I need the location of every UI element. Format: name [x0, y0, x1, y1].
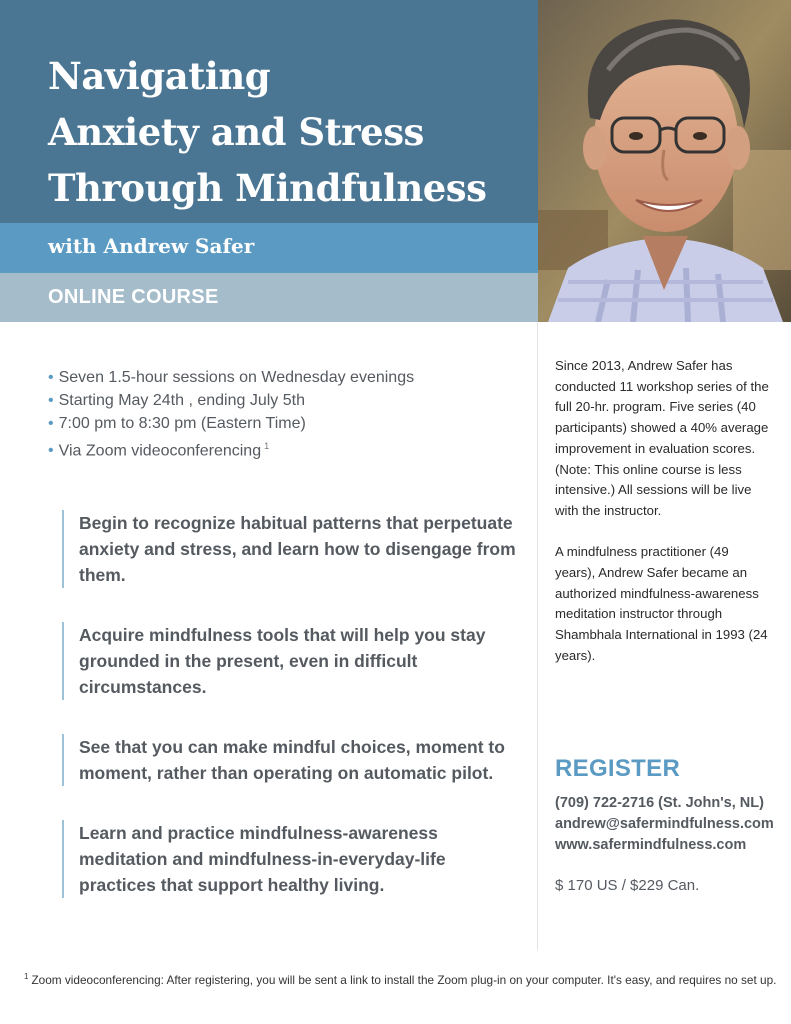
title-line: Navigating — [48, 54, 271, 98]
schedule-text: Starting May 24th , ending July 5th — [58, 392, 305, 409]
schedule-text: 7:00 pm to 8:30 pm (Eastern Time) — [58, 415, 306, 432]
bullet-icon: • — [48, 392, 54, 409]
header — [0, 0, 538, 322]
format-band — [0, 273, 538, 322]
course-price: $ 170 US / $229 Can. — [555, 877, 700, 894]
footnote — [24, 972, 776, 987]
schedule-list — [48, 366, 414, 462]
portrait-image — [538, 0, 791, 322]
schedule-item — [48, 412, 414, 435]
schedule-text: Seven 1.5-hour sessions on Wednesday evenings — [58, 369, 415, 386]
footnote-marker: 1 — [264, 441, 270, 451]
bio-paragraph: Since 2013, Andrew Safer has conducted 11 workshop series of the full 20-hr. program. Five series (40 participants) showed a 40% average improvement in evaluation scores. (Note: This online course is less intensive.) All sessions will be live with the instructor. — [555, 358, 769, 518]
title-band — [0, 0, 538, 223]
course-title — [48, 48, 486, 216]
key-point-text: Begin to recognize habitual patterns that perpetuate anxiety and stress, and learn how to disengage from them. — [79, 513, 516, 585]
schedule-item — [48, 389, 414, 412]
column-divider — [537, 322, 538, 950]
key-point — [62, 622, 522, 700]
key-point-text: See that you can make mindful choices, moment to moment, rather than operating on automatic pilot. — [79, 737, 505, 783]
instructor-bio — [555, 356, 770, 667]
key-point-text: Learn and practice mindfulness-awareness meditation and mindfulness-in-everyday-life practices that support healthy living. — [79, 823, 446, 895]
title-line: Anxiety and Stress — [48, 110, 424, 154]
bio-paragraph: A mindfulness practitioner (49 years), Andrew Safer became an authorized mindfulness-awareness meditation instructor through Shambhala International in 1993 (24 years). — [555, 544, 768, 663]
instructor-photo — [538, 0, 791, 322]
website-link[interactable]: www.safermindfulness.com — [555, 837, 747, 853]
footnote-text: Zoom videoconferencing: After registering, you will be sent a link to install the Zoom plug-in on your computer. It's easy, and requires no set up. — [31, 972, 777, 987]
schedule-item — [48, 435, 414, 462]
key-point-text: Acquire mindfulness tools that will help you stay grounded in the present, even in difficult circumstances. — [79, 625, 486, 697]
footnote-marker: 1 — [24, 972, 29, 981]
key-point — [62, 820, 522, 898]
schedule-item — [48, 366, 414, 389]
register-heading: REGISTER — [555, 755, 681, 782]
schedule-text: Via Zoom videoconferencing — [58, 442, 262, 460]
key-point — [62, 734, 522, 786]
course-format: ONLINE COURSE — [48, 286, 219, 308]
bullet-icon: • — [48, 415, 54, 432]
bullet-icon: • — [48, 369, 54, 386]
contact-info — [555, 793, 774, 856]
phone-number: (709) 722-2716 (St. John's, NL) — [555, 795, 764, 811]
instructor-line: with Andrew Safer — [48, 234, 255, 258]
key-points — [62, 510, 522, 932]
key-point — [62, 510, 522, 588]
instructor-band — [0, 223, 538, 273]
bullet-icon: • — [48, 442, 54, 460]
title-line: Through Mindfulness — [48, 166, 487, 210]
email-link[interactable]: andrew@safermindfulness.com — [555, 816, 774, 832]
